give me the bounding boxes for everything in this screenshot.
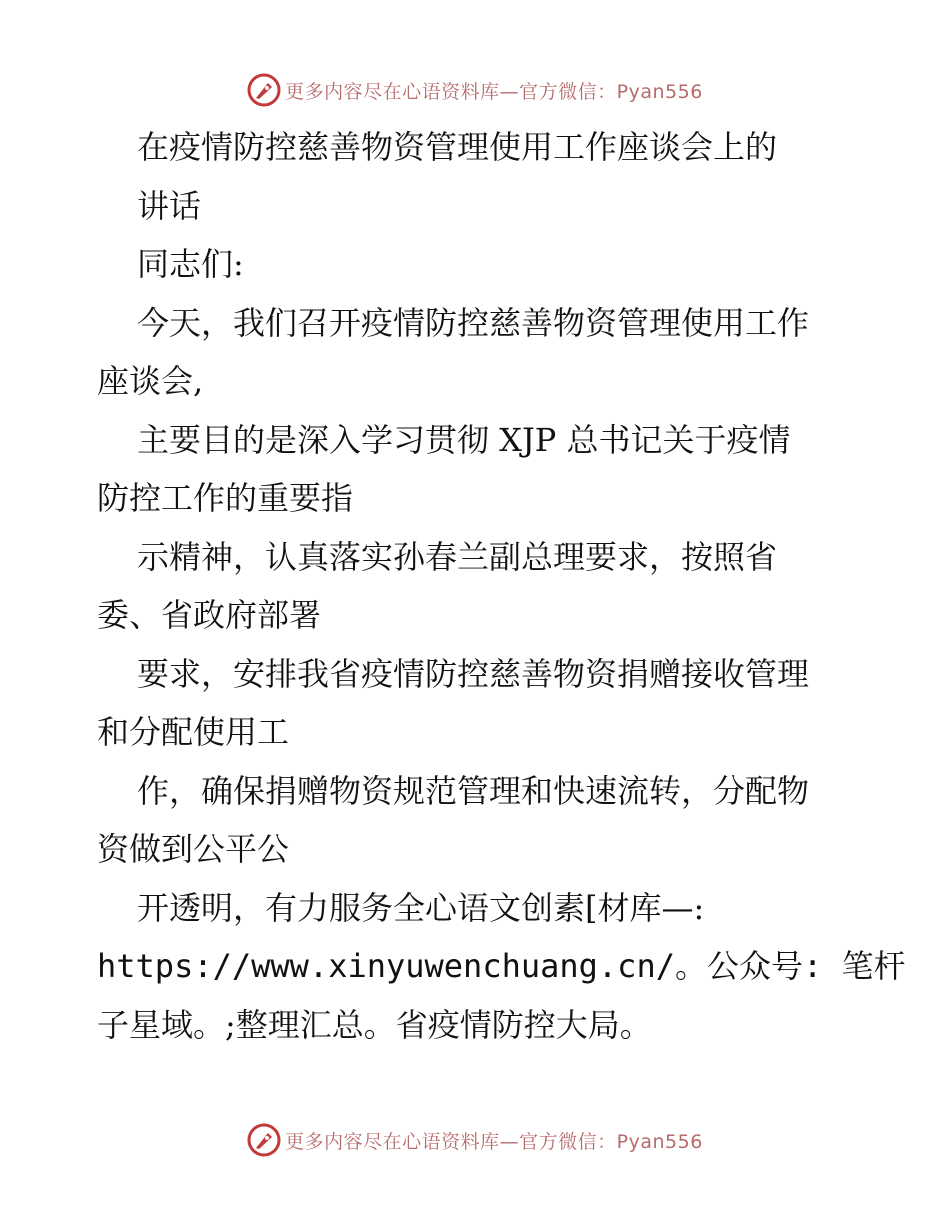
paragraph-line: 示精神，认真落实孙春兰副总理要求，按照省 (137, 537, 778, 576)
watermark-text: 更多内容尽在心语资料库—官方微信：Pyan556 (285, 80, 703, 103)
url-line: https://www.xinyuwenchuang.cn/。公众号: 笔杆 (97, 947, 906, 985)
paragraph-line: 作，确保捐赠物资规范管理和快速流转，分配物 (137, 771, 810, 810)
pen-nib-circle-icon (247, 73, 281, 107)
footer-watermark (0, 1120, 950, 1160)
paragraph-line: 委、省政府部署 (97, 596, 322, 634)
header-watermark (0, 70, 950, 110)
pen-nib-circle-icon (247, 1123, 281, 1157)
paragraph-line: 今天，我们召开疫情防控慈善物资管理使用工作 (137, 303, 810, 342)
watermark-text: 更多内容尽在心语资料库—官方微信：Pyan556 (285, 1130, 703, 1153)
paragraph-line: 和分配使用工 (97, 713, 290, 751)
paragraph-line: 要求，安排我省疫情防控慈善物资捐赠接收管理 (137, 654, 810, 693)
paragraph-line: 开透明，有力服务全心语文创素[材库—: (137, 888, 705, 927)
salutation: 同志们: (137, 245, 244, 283)
paragraph-line: 防控工作的重要指 (97, 479, 354, 517)
paragraph-line: 主要目的是深入学习贯彻 XJP 总书记关于疫情 (137, 420, 791, 459)
document-title-line-1: 在疫情防控慈善物资管理使用工作座谈会上的 (137, 128, 778, 166)
paragraph-line: 子星域。;整理汇总。省疫情防控大局。 (97, 1005, 652, 1044)
paragraph-line: 资做到公平公 (97, 830, 290, 868)
paragraph-line: 座谈会, (97, 362, 204, 400)
document-title-line-2: 讲话 (137, 186, 202, 225)
document-body (97, 118, 906, 1054)
